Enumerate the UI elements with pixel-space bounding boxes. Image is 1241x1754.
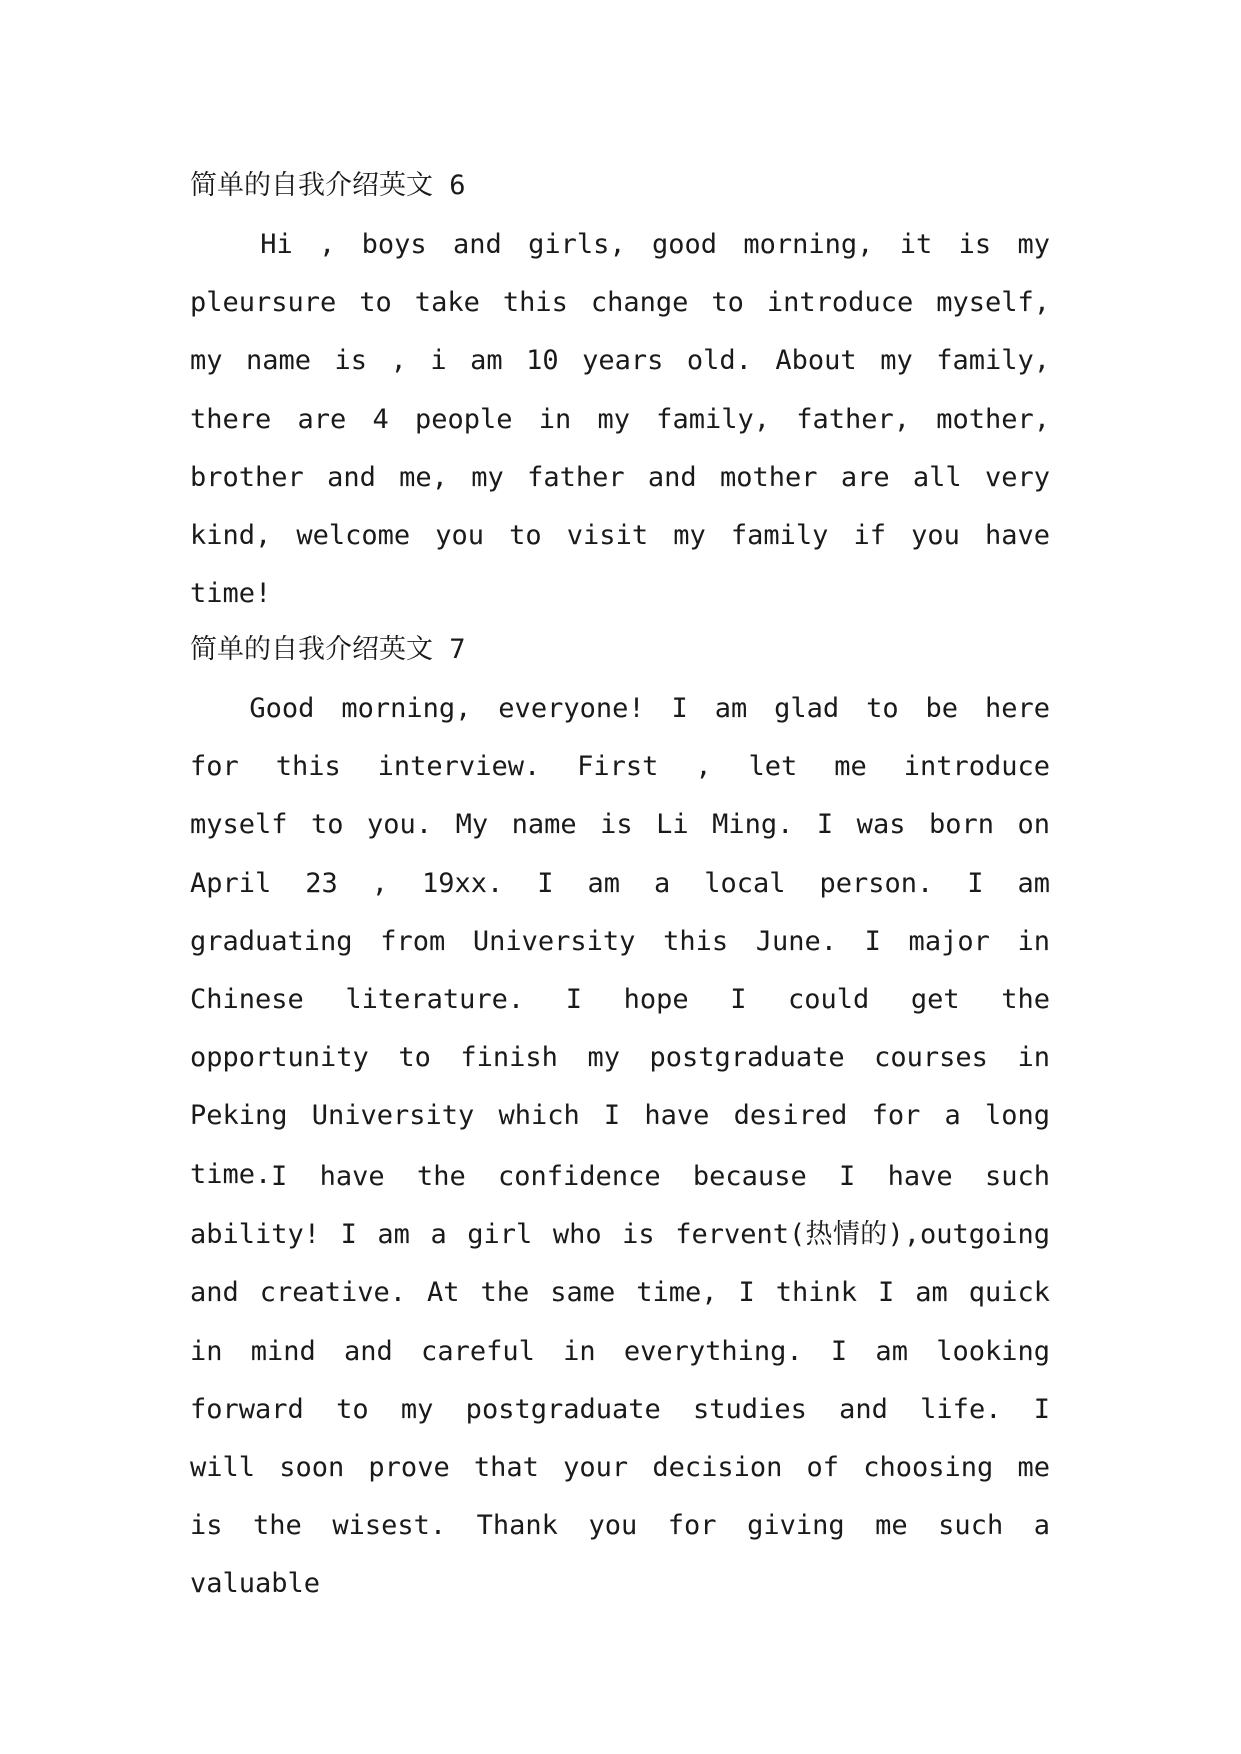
section-7-heading: 简单的自我介绍英文 7 [190,634,466,665]
section-6-paragraph: Hi , boys and girls, good morning, it is my pleursure to take this change to introduce myself, my name is , i am 10 years old. About my family, there are 4 people in my family, father, mother, brother and me, my father and mother are all very kind, welcome you to visit my family if you have time! [190,229,1050,610]
section-6-heading: 简单的自我介绍英文 6 [190,170,466,201]
section-7-paragraph-1: Good morning, everyone! I am glad to be here for this interview. First , let me introduce myself to you. My name is Li Ming. I was born on April 23 , 19xx. I am a local person. I am graduating from University this June. I major in Chinese literature. I hope I could get the opportunity to finish my postgraduate courses in Peking University which I have desired for a long time. [190,693,1050,1190]
section-7-paragraph-2: I have the confidence because I have such ability! I am a girl who is fervent(热情的),outgoing and creative. At the same time, I think I am quick in mind and careful in everything. I am looking forward to my postgraduate studies and life. I will soon prove that your decision of choosing me is the wisest. Thank you for giving me such a valuable [190,1161,1050,1600]
